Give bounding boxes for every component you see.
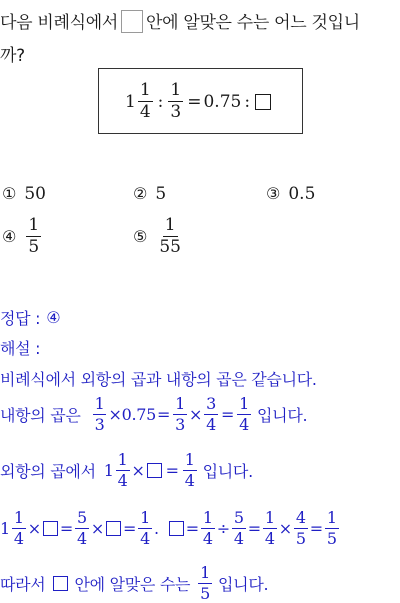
explanation-line-1: 비례식에서 외항의 곱과 내항의 곱은 같습니다. [0, 370, 317, 389]
blank-square-icon [43, 521, 58, 536]
option-4-fraction: $\frac{1}{5}$ [28, 215, 40, 257]
question-line-1 [0, 8, 360, 33]
outer-product-expression: 1 $\frac{1}{4}$ × = $\frac{1}{4}$ [103, 450, 195, 490]
blank-square-icon [147, 463, 162, 478]
blank-square-icon [53, 576, 68, 591]
fraction-one-third: $\frac{1}{3}$ [170, 80, 182, 122]
blank-square-icon [255, 94, 271, 110]
inner-product-expression: $\frac{1}{3}$ × 0.75 = $\frac{1}{3}$ × $\frac{3}{4}$ = $\frac{1}{4}$ [94, 394, 250, 434]
answer-marker: ④ [46, 308, 61, 327]
explanation-line-2: 내항의 곱은 $\frac{1}{3}$ × 0.75 = $\frac{1}{3}$ × $\frac{3}{4}$ = $\frac{1}{4}$ 입니다. [0, 394, 308, 434]
colon: : [157, 91, 164, 112]
explanation-line-4: 1 $\frac{1}{4}$ × = $\frac{5}{4}$ × = $\frac{1}{4}$ . = $\frac{1}{4}$ ÷ $\frac{5}{4}$ = $\frac{1}{4}$ × $\frac{4}{5}$ = $\frac{1}{5}$ [0, 508, 337, 548]
blank-square-icon [169, 521, 184, 536]
option-2[interactable]: ② 5 [133, 184, 167, 204]
equation-box [98, 68, 303, 134]
blank-square-icon [106, 521, 121, 536]
blank-box [121, 10, 143, 33]
option-1[interactable]: ① 50 [2, 184, 46, 204]
answer-label: 정답 : [0, 309, 41, 328]
decimal-value: 0.75 [203, 91, 242, 112]
explanation-line-5: 따라서 안에 알맞은 수는 $\frac{1}{5}$ 입니다. [0, 563, 269, 603]
question-line-2: 까? [0, 46, 25, 66]
option-4[interactable]: ④ $\frac{1}{5}$ [2, 215, 40, 257]
question-text-before-box: 다음 비례식에서 [0, 13, 118, 33]
fraction-one-fourth: $\frac{1}{4}$ [139, 80, 151, 122]
colon: : [244, 91, 251, 112]
option-5-fraction: $\frac{1}{55}$ [159, 215, 181, 257]
proportion-equation [125, 82, 273, 121]
question-text-after-box: 안에 알맞은 수는 어느 것입니 [145, 13, 360, 33]
mixed-whole: 1 [125, 91, 136, 112]
explanation-label: 해설 : [0, 339, 41, 358]
option-5[interactable]: ⑤ $\frac{1}{55}$ [133, 215, 181, 257]
answer-line [0, 306, 60, 329]
option-3[interactable]: ③ 0.5 [266, 184, 316, 204]
equals-sign: = [187, 91, 202, 112]
explanation-line-3: 외항의 곱에서 1 $\frac{1}{4}$ × = $\frac{1}{4}$ 입니다. [0, 450, 253, 490]
